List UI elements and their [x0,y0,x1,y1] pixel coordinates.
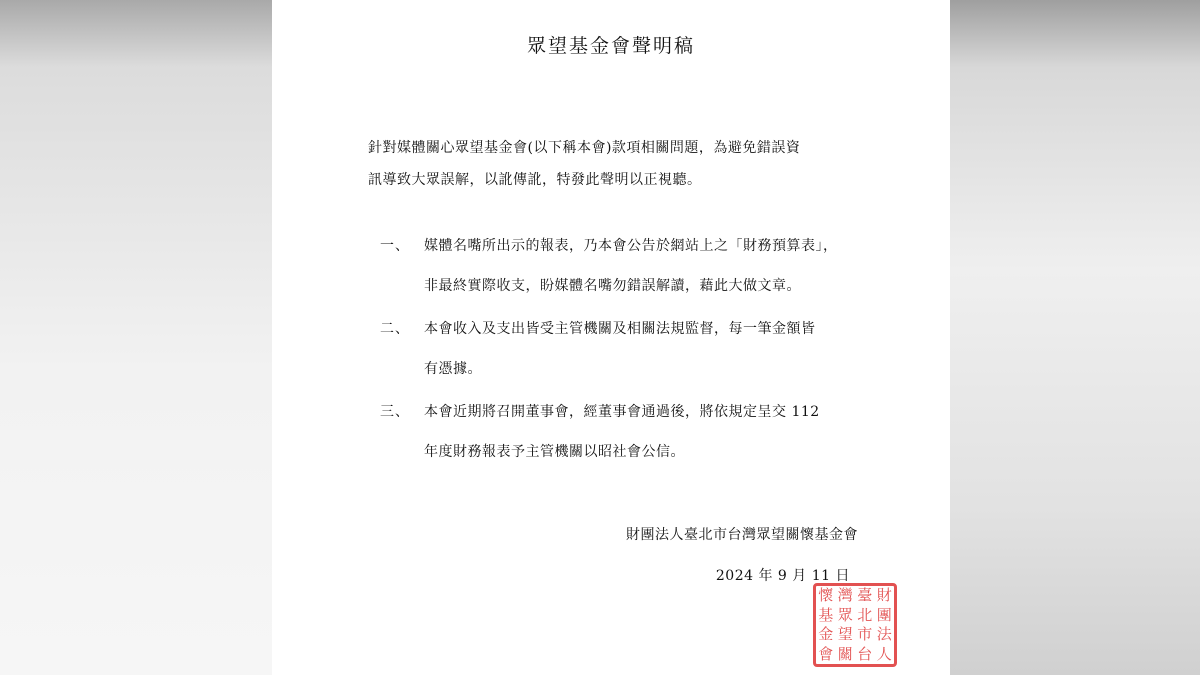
seal-character: 財 [876,586,892,605]
item-body [424,226,894,306]
seal-character: 灣 [837,586,853,605]
item-number: 三、 [380,404,410,420]
seal-character: 臺 [857,586,873,605]
seal-character: 法 [876,625,892,644]
seal-character: 會 [818,644,834,663]
seal-character: 關 [837,644,853,663]
document-date: 2024 年 9 月 11 日 [715,568,850,584]
seal-character: 望 [837,625,853,644]
intro-paragraph [368,132,888,196]
official-seal-stamp [813,583,897,667]
item-line: 媒體名嘴所出示的報表，乃本會公告於網站上之「財務預算表」， [424,238,838,254]
item-body [424,392,894,472]
statement-document [272,0,950,675]
item-number: 一、 [380,238,410,254]
blurred-background-right [950,0,1200,675]
seal-character: 台 [857,644,873,663]
seal-character: 北 [857,605,873,624]
item-line: 有憑據。 [424,361,482,377]
intro-line: 訊導致大眾誤解，以訛傳訛，特發此聲明以正視聽。 [368,172,702,188]
seal-character: 眾 [837,605,853,624]
item-line: 本會近期將召開董事會，經董事會通過後，將依規定呈交 112 [424,404,820,420]
organization-name: 財團法人臺北市台灣眾望關懷基金會 [626,527,858,543]
seal-character: 金 [818,625,834,644]
blurred-background-left [0,0,272,675]
item-line: 非最終實際收支，盼媒體名嘴勿錯誤解讀，藉此大做文章。 [424,278,801,294]
item-body [424,309,894,389]
seal-character: 市 [857,625,873,644]
item-line: 年度財務報表予主管機關以昭社會公信。 [424,444,685,460]
item-number: 二、 [380,321,410,337]
intro-line: 針對媒體關心眾望基金會(以下稱本會)款項相關問題，為避免錯誤資 [368,140,801,156]
item-line: 本會收入及支出皆受主管機關及相關法規監督，每一筆金額皆 [424,321,816,337]
document-title: 眾望基金會聲明稿 [526,35,695,57]
seal-character: 懷 [818,586,834,605]
seal-character: 團 [876,605,892,624]
seal-character: 人 [876,644,892,663]
seal-character: 基 [818,605,834,624]
